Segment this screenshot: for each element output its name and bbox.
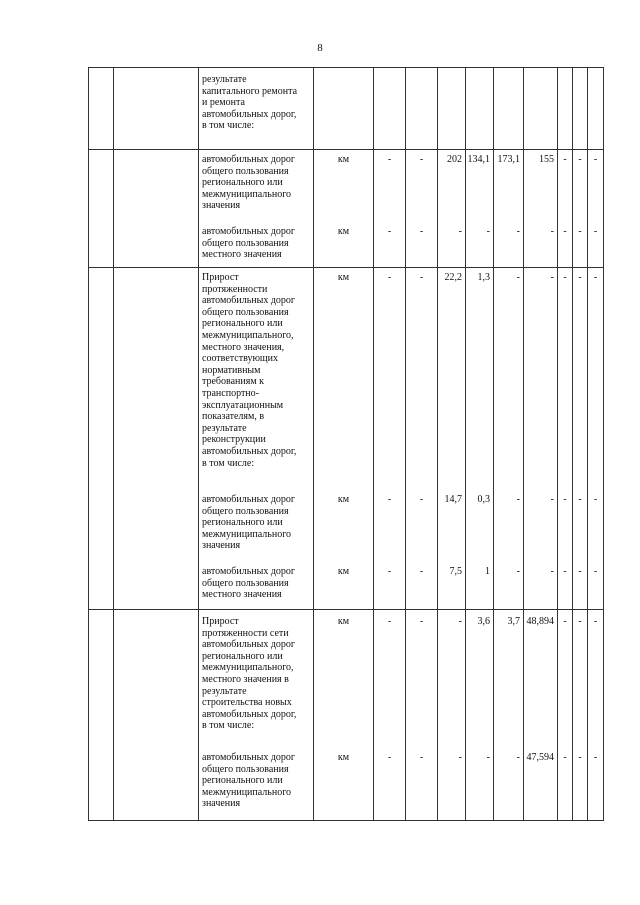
description-cell-text: автомобильных дорог общего пользования местного значения [202, 226, 296, 261]
value-col-8-cell-text: - [578, 494, 582, 505]
goal-cell [114, 268, 199, 610]
description-cell-text: автомобильных дорог общего пользования местного значения [202, 566, 296, 601]
value-col-8-cell [573, 610, 588, 821]
value-col-2-cell-text: - [419, 154, 424, 165]
value-col-3-cell [438, 150, 466, 268]
value-col-9-cell-text: - [593, 154, 598, 165]
row-number-cell [89, 268, 114, 610]
value-col-4-cell [466, 610, 494, 821]
value-col-5-cell [494, 68, 524, 150]
value-col-3-cell-text: 202 [447, 154, 462, 165]
value-col-8-cell-text: - [578, 226, 582, 237]
value-col-6-cell-text: 155 [539, 154, 554, 165]
description-cell-text: результате капитального ремонта и ремонта автомобильных дорог, в том числе: [202, 74, 298, 132]
value-col-5-cell-text: 173,1 [497, 154, 520, 165]
table-row [89, 68, 604, 150]
value-col-2-cell [406, 150, 438, 268]
value-col-6-cell-text: - [550, 566, 554, 577]
unit-cell-text: км [337, 272, 350, 283]
value-col-6-cell [524, 610, 558, 821]
value-col-2-cell-text: - [419, 494, 424, 505]
value-col-2-cell [406, 68, 438, 150]
value-col-4-cell-text: 0,3 [477, 494, 490, 505]
description-cell-text: Прирост протяженности автомобильных дорог общего пользования регионального или межмуниципального, местного значения, соответствующих нормативным требованиям к транспортно- эксплуатационным показателям, в результате реконструкции автомобильных дорог, в том числе: [202, 272, 297, 469]
goal-cell [114, 610, 199, 821]
page-number: 8 [317, 42, 323, 54]
value-col-1-cell-text: - [387, 272, 392, 283]
value-col-7-cell-text: - [563, 616, 567, 627]
value-col-4-cell [466, 268, 494, 610]
value-col-3-cell [438, 610, 466, 821]
value-col-5-cell-text: - [516, 226, 520, 237]
value-col-7-cell-text: - [563, 752, 567, 763]
value-col-4-cell [466, 68, 494, 150]
value-col-2-cell-text: - [419, 616, 424, 627]
value-col-9-cell-text: - [593, 616, 598, 627]
unit-cell-text: км [337, 494, 350, 505]
value-col-3-cell-text: - [458, 616, 462, 627]
description-cell-text: автомобильных дорог общего пользования регионального или межмуниципального значения [202, 154, 296, 212]
indicator-table [88, 67, 604, 821]
value-col-3-cell [438, 268, 466, 610]
value-col-1-cell [374, 68, 406, 150]
unit-cell-text: км [337, 154, 350, 165]
value-col-5-cell-text: 3,7 [507, 616, 520, 627]
value-col-4-cell-text: 1,3 [477, 272, 490, 283]
value-col-6-cell [524, 150, 558, 268]
value-col-3-cell-text: 14,7 [444, 494, 462, 505]
value-col-6-cell-text: - [550, 226, 554, 237]
value-col-3-cell-text: 22,2 [444, 272, 462, 283]
value-col-5-cell-text: - [516, 272, 520, 283]
value-col-6-cell [524, 68, 558, 150]
value-col-2-cell-text: - [419, 752, 424, 763]
value-col-8-cell [573, 268, 588, 610]
table-row [89, 268, 604, 610]
description-cell [199, 150, 314, 268]
value-col-8-cell-text: - [578, 272, 582, 283]
value-col-1-cell [374, 150, 406, 268]
value-col-9-cell [588, 68, 604, 150]
value-col-7-cell-text: - [563, 272, 567, 283]
value-col-2-cell-text: - [419, 272, 424, 283]
value-col-4-cell-text: 1 [485, 566, 490, 577]
value-col-3-cell-text: - [458, 226, 462, 237]
value-col-4-cell-text: - [486, 226, 490, 237]
value-col-1-cell-text: - [387, 226, 392, 237]
row-number-cell [89, 610, 114, 821]
value-col-7-cell-text: - [563, 154, 567, 165]
value-col-8-cell-text: - [578, 154, 582, 165]
value-col-5-cell [494, 150, 524, 268]
table-row [89, 150, 604, 268]
table-body [89, 68, 604, 821]
value-col-3-cell-text: 7,5 [449, 566, 462, 577]
description-cell [199, 268, 314, 610]
value-col-3-cell-text: - [458, 752, 462, 763]
value-col-9-cell-text: - [593, 566, 598, 577]
description-cell-text: автомобильных дорог общего пользования регионального или межмуниципального значения [202, 494, 296, 552]
value-col-9-cell-text: - [593, 752, 598, 763]
value-col-7-cell [558, 610, 573, 821]
value-col-1-cell-text: - [387, 616, 392, 627]
row-number-cell [89, 68, 114, 150]
value-col-4-cell-text: 134,1 [467, 154, 490, 165]
value-col-7-cell [558, 150, 573, 268]
unit-cell [314, 268, 374, 610]
table-row [89, 610, 604, 821]
unit-cell [314, 68, 374, 150]
value-col-5-cell-text: - [516, 566, 520, 577]
value-col-9-cell-text: - [593, 226, 598, 237]
value-col-9-cell [588, 268, 604, 610]
value-col-9-cell [588, 610, 604, 821]
value-col-6-cell-text: - [550, 494, 554, 505]
value-col-6-cell-text: 48,894 [526, 616, 554, 627]
value-col-9-cell-text: - [593, 272, 598, 283]
value-col-5-cell [494, 610, 524, 821]
value-col-2-cell [406, 268, 438, 610]
value-col-8-cell [573, 150, 588, 268]
value-col-5-cell [494, 268, 524, 610]
unit-cell-text: км [337, 616, 350, 627]
unit-cell-text: км [337, 566, 350, 577]
value-col-1-cell [374, 610, 406, 821]
description-cell [199, 610, 314, 821]
value-col-7-cell-text: - [563, 226, 567, 237]
description-cell [199, 68, 314, 150]
value-col-3-cell [438, 68, 466, 150]
unit-cell-text: км [337, 752, 350, 763]
value-col-7-cell-text: - [563, 566, 567, 577]
goal-cell [114, 68, 199, 150]
unit-cell-text: км [337, 226, 350, 237]
value-col-1-cell-text: - [387, 154, 392, 165]
description-cell-text: автомобильных дорог общего пользования регионального или межмуниципального значения [202, 752, 296, 810]
value-col-1-cell [374, 268, 406, 610]
value-col-5-cell-text: - [516, 494, 520, 505]
value-col-7-cell-text: - [563, 494, 567, 505]
value-col-5-cell-text: - [516, 752, 520, 763]
value-col-2-cell [406, 610, 438, 821]
value-col-6-cell [524, 268, 558, 610]
goal-cell [114, 150, 199, 268]
value-col-1-cell-text: - [387, 566, 392, 577]
value-col-8-cell [573, 68, 588, 150]
value-col-7-cell [558, 268, 573, 610]
unit-cell [314, 150, 374, 268]
description-cell-text: Прирост протяженности сети автомобильных дорог регионального или межмуниципального, местного значения в результате строительства новых автомобильных дорог, в том числе: [202, 616, 297, 732]
value-col-8-cell-text: - [578, 566, 582, 577]
unit-cell [314, 610, 374, 821]
value-col-2-cell-text: - [419, 226, 424, 237]
value-col-8-cell-text: - [578, 616, 582, 627]
value-col-2-cell-text: - [419, 566, 424, 577]
value-col-9-cell-text: - [593, 494, 598, 505]
value-col-4-cell-text: - [486, 752, 490, 763]
row-number-cell [89, 150, 114, 268]
value-col-6-cell-text: 47,594 [526, 752, 554, 763]
value-col-4-cell-text: 3,6 [477, 616, 490, 627]
value-col-1-cell-text: - [387, 752, 392, 763]
value-col-4-cell [466, 150, 494, 268]
value-col-8-cell-text: - [578, 752, 582, 763]
value-col-7-cell [558, 68, 573, 150]
value-col-6-cell-text: - [550, 272, 554, 283]
value-col-9-cell [588, 150, 604, 268]
value-col-1-cell-text: - [387, 494, 392, 505]
